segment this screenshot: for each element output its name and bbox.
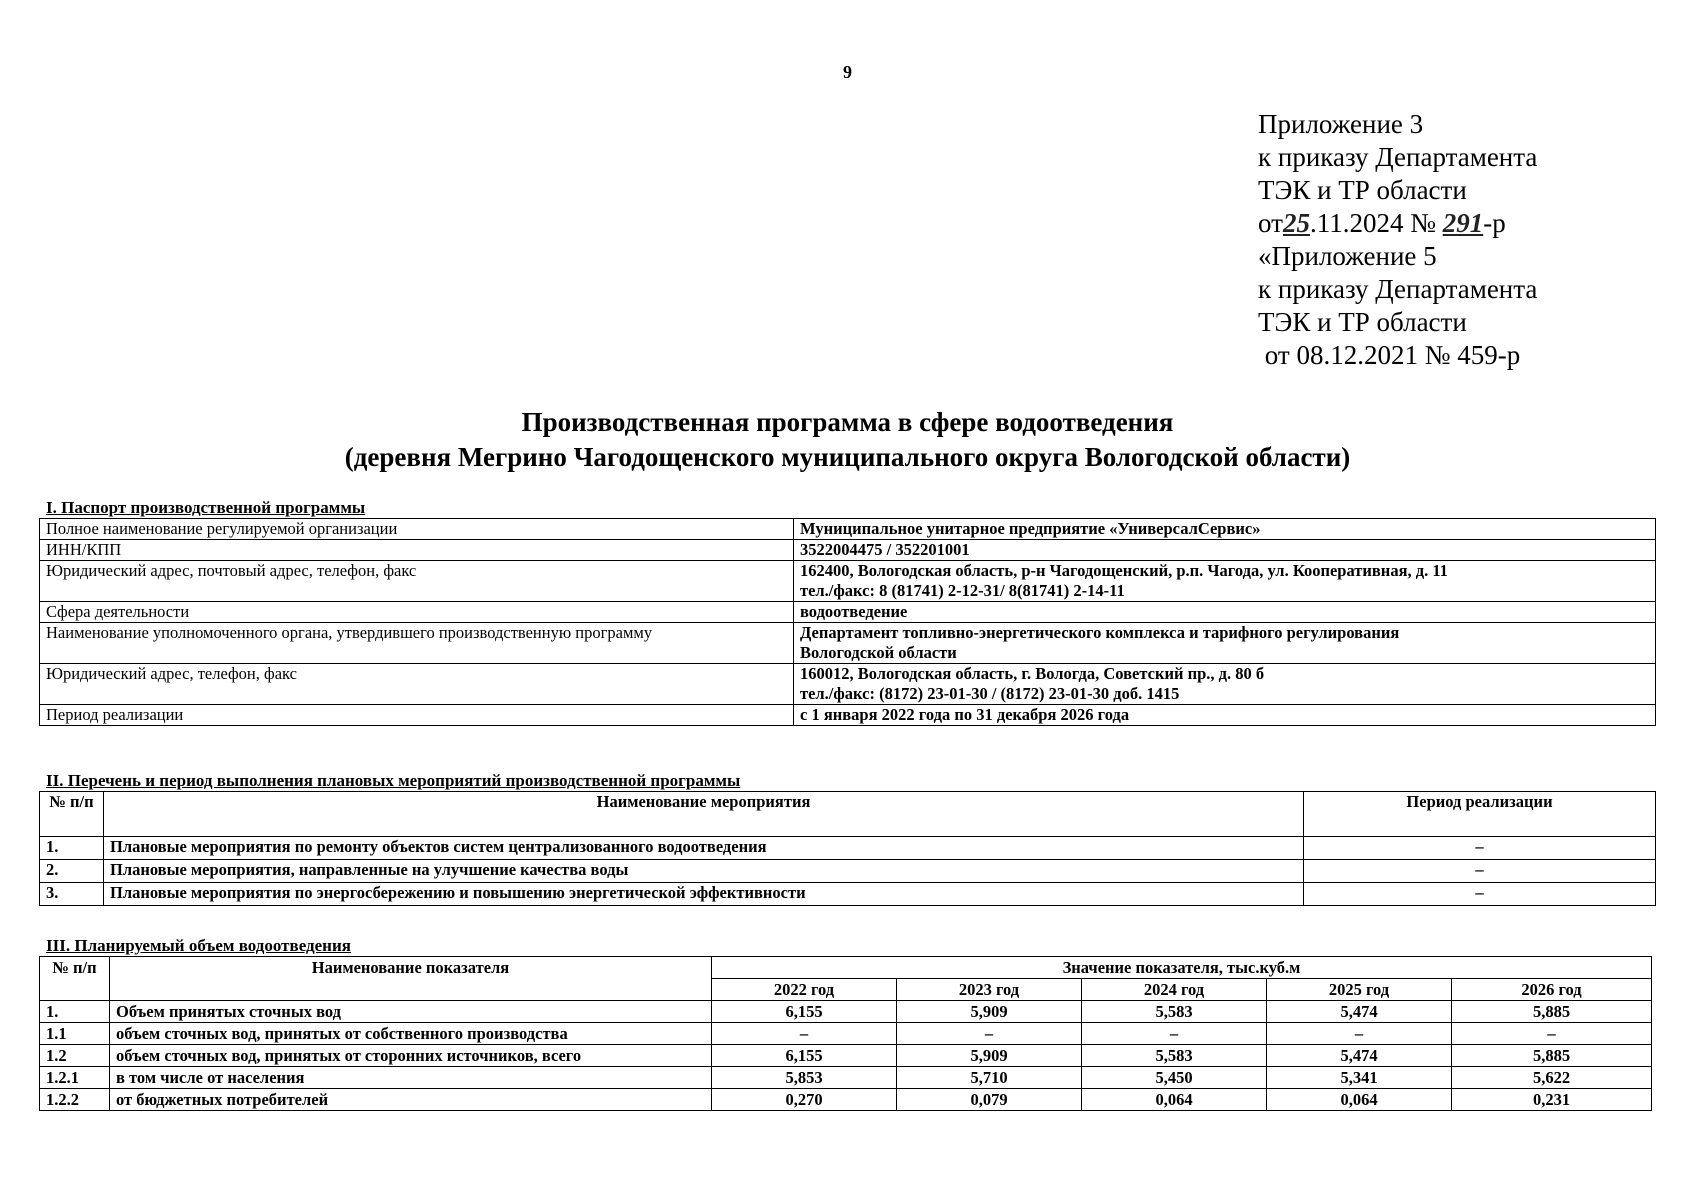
- measures-table: [39, 791, 1656, 906]
- indicator-num: 1.1: [40, 1023, 110, 1045]
- indicator-num: 1.2.2: [40, 1089, 110, 1111]
- indicator-value: 5,909: [897, 1045, 1082, 1067]
- header-name: Наименование мероприятия: [104, 792, 1304, 837]
- header-year: 2025 год: [1267, 979, 1452, 1001]
- table-header-row: [40, 957, 1652, 979]
- passport-value: Муниципальное унитарное предприятие «УниверсалСервис»: [794, 519, 1656, 540]
- indicator-value: –: [897, 1023, 1082, 1045]
- handwritten-order-number: 291: [1442, 208, 1484, 238]
- measure-num: 2.: [40, 860, 104, 883]
- indicator-value: 5,341: [1267, 1067, 1452, 1089]
- order-suffix: -р: [1483, 208, 1506, 238]
- measure-num: 1.: [40, 837, 104, 860]
- indicator-value: –: [1082, 1023, 1267, 1045]
- table-row: [40, 561, 1656, 602]
- indicator-value: 5,474: [1267, 1045, 1452, 1067]
- table-row: [40, 1045, 1652, 1067]
- measure-period: –: [1304, 883, 1656, 906]
- table-row: [40, 1023, 1652, 1045]
- passport-label: Сфера деятельности: [40, 602, 794, 623]
- order-prefix: от: [1258, 208, 1283, 238]
- passport-value-line2: Вологодской области: [800, 643, 957, 662]
- indicator-num: 1.: [40, 1001, 110, 1023]
- passport-value-cell: [794, 664, 1656, 705]
- appendix-line: ТЭК и ТР области: [1258, 307, 1467, 337]
- indicator-value: 5,474: [1267, 1001, 1452, 1023]
- header-name: Наименование показателя: [110, 957, 712, 1001]
- section-1-title: I. Паспорт производственной программы: [46, 498, 366, 517]
- indicator-value: 6,155: [712, 1045, 897, 1067]
- measure-num: 3.: [40, 883, 104, 906]
- table-row: [40, 860, 1656, 883]
- passport-table: [39, 518, 1656, 726]
- indicator-value: –: [1452, 1023, 1652, 1045]
- appendix-line: Приложение 3: [1258, 109, 1424, 139]
- appendix-line: к приказу Департамента: [1258, 274, 1538, 304]
- table-row: [40, 1001, 1652, 1023]
- table-row: [40, 837, 1656, 860]
- table-row: [40, 540, 1656, 561]
- indicator-name: Объем принятых сточных вод: [110, 1001, 712, 1023]
- measure-name: Плановые мероприятия, направленные на улучшение качества воды: [104, 860, 1304, 883]
- appendix-block: [1258, 108, 1537, 372]
- table-row: [40, 623, 1656, 664]
- title-line-2: (деревня Мегрино Чагодощенского муниципального округа Вологодской области): [344, 442, 1351, 472]
- indicator-name: в том числе от населения: [110, 1067, 712, 1089]
- table-row: [40, 664, 1656, 705]
- table-row: [40, 705, 1656, 726]
- passport-value-cell: [794, 623, 1656, 664]
- indicator-name: объем сточных вод, принятых от сторонних источников, всего: [110, 1045, 712, 1067]
- header-num: № п/п: [40, 792, 104, 837]
- header-year: 2023 год: [897, 979, 1082, 1001]
- indicator-value: 5,450: [1082, 1067, 1267, 1089]
- indicator-value: 5,583: [1082, 1001, 1267, 1023]
- indicator-name: объем сточных вод, принятых от собственного производства: [110, 1023, 712, 1045]
- passport-label: Наименование уполномоченного органа, утвердившего производственную программу: [40, 623, 794, 664]
- indicator-value: 0,231: [1452, 1089, 1652, 1111]
- table-row: [40, 883, 1656, 906]
- passport-value-line2: тел./факс: (8172) 23-01-30 / (8172) 23-01-30 доб. 1415: [800, 684, 1180, 703]
- header-year: 2024 год: [1082, 979, 1267, 1001]
- header-year: 2022 год: [712, 979, 897, 1001]
- passport-label: Юридический адрес, телефон, факс: [40, 664, 794, 705]
- table-row: [40, 602, 1656, 623]
- table-row: [40, 1089, 1652, 1111]
- indicator-value: 0,064: [1267, 1089, 1452, 1111]
- document-title: [0, 405, 1695, 475]
- indicator-num: 1.2.1: [40, 1067, 110, 1089]
- indicator-value: 5,853: [712, 1067, 897, 1089]
- volume-table: [39, 956, 1652, 1111]
- appendix-line: к приказу Департамента: [1258, 142, 1538, 172]
- indicator-value: 5,909: [897, 1001, 1082, 1023]
- section-2-title: II. Перечень и период выполнения плановых мероприятий производственной программы: [46, 771, 741, 790]
- passport-value: 160012, Вологодская область, г. Вологда, Советский пр., д. 80 б: [800, 664, 1265, 683]
- header-num: № п/п: [40, 957, 110, 1001]
- order-date-rest: .11.2024 №: [1309, 208, 1436, 238]
- header-period: Период реализации: [1304, 792, 1656, 837]
- page-number: 9: [843, 62, 852, 82]
- passport-value: 162400, Вологодская область, р-н Чагодощенский, р.п. Чагода, ул. Кооперативная, д. 11: [800, 561, 1448, 580]
- indicator-value: 5,710: [897, 1067, 1082, 1089]
- indicator-value: 6,155: [712, 1001, 897, 1023]
- passport-label: Полное наименование регулируемой организации: [40, 519, 794, 540]
- indicator-value: 0,064: [1082, 1089, 1267, 1111]
- indicator-value: –: [1267, 1023, 1452, 1045]
- table-row: [40, 519, 1656, 540]
- passport-value: Департамент топливно-энергетического комплекса и тарифного регулирования: [800, 623, 1400, 642]
- measure-period: –: [1304, 837, 1656, 860]
- section-3-title: III. Планируемый объем водоотведения: [46, 936, 351, 955]
- title-line-1: Производственная программа в сфере водоотведения: [521, 407, 1174, 437]
- indicator-value: 0,079: [897, 1089, 1082, 1111]
- appendix-order-line: [1258, 207, 1537, 240]
- appendix-line: от 08.12.2021 № 459-р: [1258, 340, 1521, 370]
- passport-value: 3522004475 / 352201001: [794, 540, 1656, 561]
- appendix-line: «Приложение 5: [1258, 241, 1437, 271]
- measure-period: –: [1304, 860, 1656, 883]
- passport-label: Юридический адрес, почтовый адрес, телефон, факс: [40, 561, 794, 602]
- indicator-value: –: [712, 1023, 897, 1045]
- header-year: 2026 год: [1452, 979, 1652, 1001]
- indicator-value: 5,583: [1082, 1045, 1267, 1067]
- indicator-num: 1.2: [40, 1045, 110, 1067]
- indicator-value: 5,622: [1452, 1067, 1652, 1089]
- measure-name: Плановые мероприятия по ремонту объектов систем централизованного водоотведения: [104, 837, 1304, 860]
- passport-value: с 1 января 2022 года по 31 декабря 2026 года: [794, 705, 1656, 726]
- passport-value-cell: [794, 561, 1656, 602]
- table-header-row: [40, 792, 1656, 837]
- passport-value: водоотведение: [794, 602, 1656, 623]
- measure-name: Плановые мероприятия по энергосбережению и повышению энергетической эффективности: [104, 883, 1304, 906]
- passport-value-line2: тел./факс: 8 (81741) 2-12-31/ 8(81741) 2-14-11: [800, 581, 1125, 600]
- appendix-line: ТЭК и ТР области: [1258, 175, 1467, 205]
- indicator-name: от бюджетных потребителей: [110, 1089, 712, 1111]
- indicator-value: 0,270: [712, 1089, 897, 1111]
- handwritten-order-day: 25: [1282, 208, 1310, 238]
- passport-label: ИНН/КПП: [40, 540, 794, 561]
- indicator-value: 5,885: [1452, 1001, 1652, 1023]
- indicator-value: 5,885: [1452, 1045, 1652, 1067]
- header-values-group: Значение показателя, тыс.куб.м: [712, 957, 1652, 979]
- passport-label: Период реализации: [40, 705, 794, 726]
- table-row: [40, 1067, 1652, 1089]
